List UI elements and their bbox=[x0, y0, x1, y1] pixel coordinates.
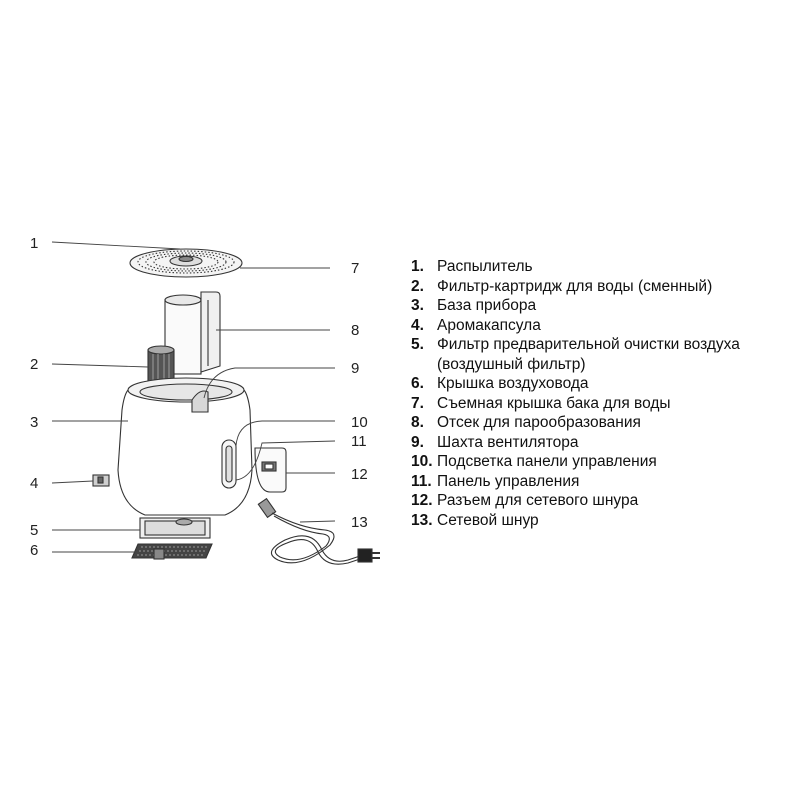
legend-item bbox=[411, 257, 796, 277]
legend-item-text: Съемная крышка бака для воды bbox=[437, 394, 671, 412]
legend-item-text: Отсек для парообразования bbox=[437, 414, 641, 431]
legend-item-number: 4. bbox=[411, 316, 424, 334]
callout-6: 6 bbox=[30, 542, 39, 559]
legend-item-number: 6. bbox=[411, 375, 424, 392]
legend-item bbox=[411, 511, 796, 531]
legend-item-text: Шахта вентилятора bbox=[437, 433, 579, 451]
callout-11: 11 bbox=[351, 433, 367, 450]
callout-13: 13 bbox=[351, 514, 368, 531]
callout-4: 4 bbox=[30, 475, 39, 492]
callout-2: 2 bbox=[30, 356, 39, 373]
legend-item-text: Подсветка панели управления bbox=[437, 453, 657, 470]
air-prefilter bbox=[140, 518, 210, 538]
legend-item bbox=[411, 394, 796, 414]
legend-item-number: 11. bbox=[411, 472, 432, 490]
legend-item bbox=[411, 491, 796, 511]
legend-item-text: Панель управления bbox=[437, 472, 580, 490]
power-socket-detail bbox=[255, 448, 286, 492]
callout-9: 9 bbox=[351, 360, 360, 377]
base-body bbox=[118, 378, 252, 515]
callout-5: 5 bbox=[30, 522, 39, 539]
legend-item bbox=[411, 335, 796, 374]
legend-item-number: 5. bbox=[411, 336, 424, 353]
air-duct-cover bbox=[132, 544, 212, 559]
legend-item bbox=[411, 277, 796, 297]
callout-3: 3 bbox=[30, 414, 39, 431]
callout-10: 10 bbox=[351, 414, 368, 431]
atomizer-disc bbox=[130, 249, 242, 277]
callout-7: 7 bbox=[351, 260, 360, 277]
legend-item bbox=[411, 316, 796, 336]
legend-item bbox=[411, 452, 796, 472]
legend-item-number: 2. bbox=[411, 277, 424, 295]
power-cord bbox=[258, 499, 380, 565]
legend-item-number: 8. bbox=[411, 414, 424, 431]
callout-12: 12 bbox=[351, 466, 368, 483]
legend-item-text: Фильтр предварительной очистки воздуха (воздушный фильтр) bbox=[437, 336, 740, 373]
legend-item-text: База прибора bbox=[437, 297, 537, 314]
legend-item bbox=[411, 374, 796, 394]
callout-8: 8 bbox=[351, 322, 360, 339]
legend-item-text: Аромакапсула bbox=[437, 316, 541, 334]
legend-item-text: Крышка воздуховода bbox=[437, 375, 589, 392]
legend-item bbox=[411, 296, 796, 316]
legend-item-text: Распылитель bbox=[437, 258, 533, 275]
legend-item bbox=[411, 413, 796, 433]
legend-item bbox=[411, 472, 796, 492]
legend-item-text: Разъем для сетевого шнура bbox=[437, 492, 639, 509]
legend-item-number: 9. bbox=[411, 433, 424, 451]
legend-item-number: 12. bbox=[411, 492, 433, 509]
legend-item bbox=[411, 433, 796, 453]
legend-item-number: 3. bbox=[411, 297, 424, 314]
legend-item-text: Сетевой шнур bbox=[437, 511, 539, 529]
parts-legend bbox=[411, 257, 796, 530]
callout-1: 1 bbox=[30, 235, 39, 252]
legend-item-number: 7. bbox=[411, 394, 424, 412]
legend-item-text: Фильтр-картридж для воды (сменный) bbox=[437, 277, 713, 295]
legend-item-number: 13. bbox=[411, 511, 433, 529]
legend-item-number: 1. bbox=[411, 258, 424, 275]
legend-item-number: 10. bbox=[411, 453, 433, 470]
aroma-capsule bbox=[93, 475, 109, 486]
